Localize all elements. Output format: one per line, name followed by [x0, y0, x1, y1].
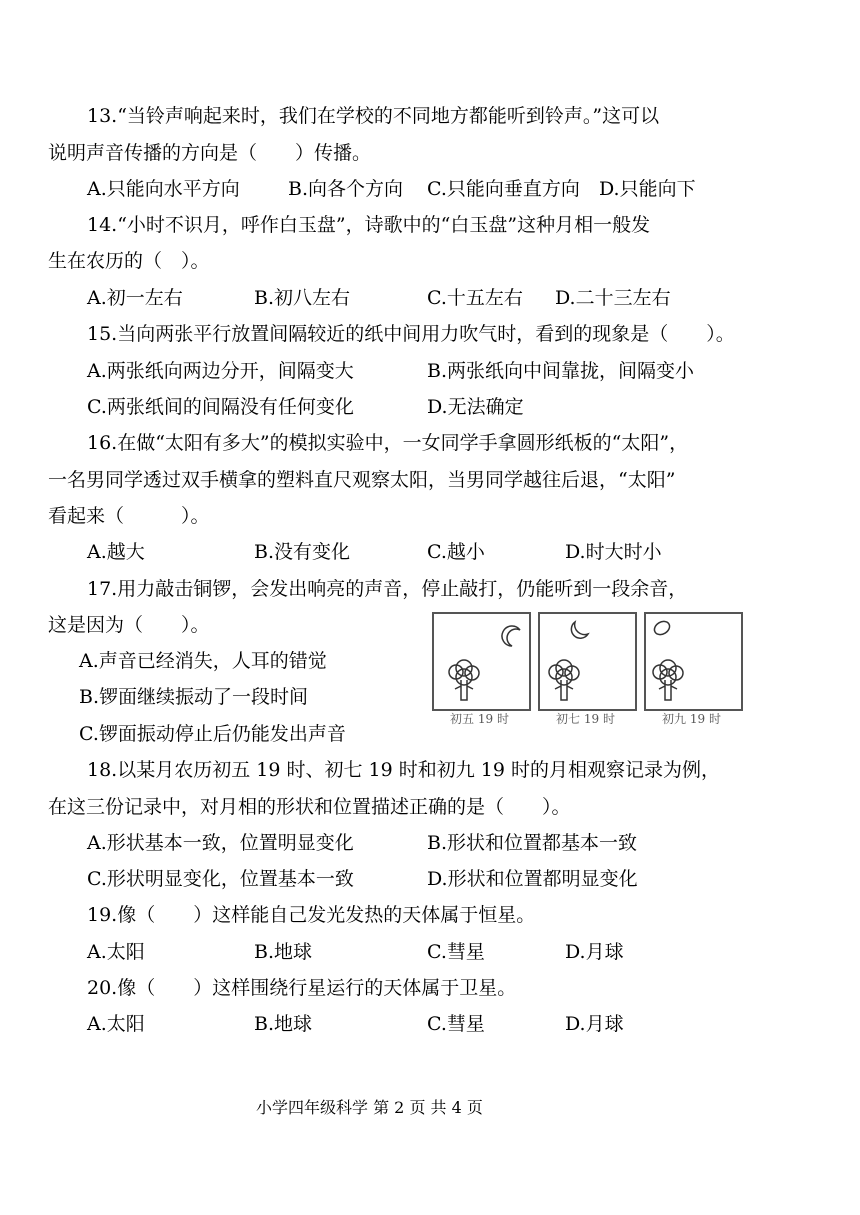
q15-option-b[interactable]: B.两张纸向中间靠拢，间隔变小 — [427, 360, 695, 382]
q17-stem-line1: 17.用力敲击铜锣，会发出响亮的声音，停止敲打，仍能听到一段余音， — [87, 578, 688, 600]
q16-stem-line2: 一名男同学透过双手横拿的塑料直尺观察太阳，当男同学越往后退，“太阳” — [48, 469, 676, 491]
q20-option-c[interactable]: C.彗星 — [427, 1013, 485, 1035]
q18-option-d[interactable]: D.形状和位置都明显变化 — [427, 868, 638, 890]
q16-option-d[interactable]: D.时大时小 — [565, 541, 662, 563]
page-footer: 小学四年级科学 第 2 页 共 4 页 — [256, 1098, 483, 1117]
q20-option-a[interactable]: A.太阳 — [87, 1013, 145, 1035]
q16-stem-line1: 16.在做“太阳有多大”的模拟实验中，一女同学手拿圆形纸板的“太阳”， — [87, 432, 689, 454]
q16-option-b[interactable]: B.没有变化 — [254, 541, 351, 563]
q13-option-c[interactable]: C.只能向垂直方向 — [427, 178, 580, 200]
q17-stem-line2: 这是因为（ ）。 — [48, 614, 210, 636]
q18-stem-line1: 18.以某月农历初五 19 时、初七 19 时和初九 19 时的月相观察记录为例， — [87, 759, 720, 781]
moon-label-day5: 初五 19 时 — [450, 712, 509, 726]
q13-option-b[interactable]: B.向各个方向 — [288, 178, 404, 200]
moon-panel-day9 — [644, 612, 743, 711]
q13-option-a[interactable]: A.只能向水平方向 — [87, 178, 240, 200]
q16-option-c[interactable]: C.越小 — [427, 541, 485, 563]
q18-option-c[interactable]: C.形状明显变化，位置基本一致 — [87, 868, 354, 890]
moon-panel-day7 — [538, 612, 637, 711]
q15-option-d[interactable]: D.无法确定 — [427, 396, 524, 418]
q17-option-c[interactable]: C.锣面振动停止后仍能发出声音 — [79, 723, 346, 745]
q14-option-d[interactable]: D.二十三左右 — [555, 287, 671, 309]
q15-stem-line1: 15.当向两张平行放置间隔较近的纸中间用力吹气时，看到的现象是（ ）。 — [87, 323, 735, 345]
q14-option-c[interactable]: C.十五左右 — [427, 287, 523, 309]
q15-option-c[interactable]: C.两张纸间的间隔没有任何变化 — [87, 396, 354, 418]
q14-option-a[interactable]: A.初一左右 — [87, 287, 183, 309]
moon-half-icon — [571, 622, 588, 638]
moon-label-day9: 初九 19 时 — [662, 712, 721, 726]
q19-option-a[interactable]: A.太阳 — [87, 941, 145, 963]
q14-stem-line1: 14.“小时不识月，呼作白玉盘”，诗歌中的“白玉盘”这种月相一般发 — [87, 214, 651, 236]
q15-option-a[interactable]: A.两张纸向两边分开，间隔变大 — [87, 360, 354, 382]
q20-option-b[interactable]: B.地球 — [254, 1013, 313, 1035]
q17-option-b[interactable]: B.锣面继续振动了一段时间 — [79, 686, 309, 708]
moon-phase-figure — [410, 612, 745, 730]
q19-option-b[interactable]: B.地球 — [254, 941, 313, 963]
moon-gibbous-icon — [652, 619, 672, 637]
q17-option-a[interactable]: A.声音已经消失，人耳的错觉 — [79, 650, 327, 672]
tree-icon — [549, 660, 579, 700]
q20-option-d[interactable]: D.月球 — [565, 1013, 624, 1035]
q18-option-a[interactable]: A.形状基本一致，位置明显变化 — [87, 832, 354, 854]
q13-stem-line2: 说明声音传播的方向是（ ）传播。 — [48, 142, 372, 164]
q18-option-b[interactable]: B.形状和位置都基本一致 — [427, 832, 638, 854]
q20-stem-line1: 20.像（ ）这样围绕行星运行的天体属于卫星。 — [87, 977, 517, 999]
q16-stem-line3: 看起来（ ）。 — [48, 505, 210, 527]
q13-stem-line1: 13.“当铃声响起来时，我们在学校的不同地方都能听到铃声。”这可以 — [87, 105, 660, 127]
q18-stem-line2: 在这三份记录中，对月相的形状和位置描述正确的是（ ）。 — [48, 796, 571, 818]
moon-label-day7: 初七 19 时 — [556, 712, 615, 726]
q19-option-d[interactable]: D.月球 — [565, 941, 624, 963]
q19-stem-line1: 19.像（ ）这样能自己发光发热的天体属于恒星。 — [87, 904, 536, 926]
q19-option-c[interactable]: C.彗星 — [427, 941, 485, 963]
q14-option-b[interactable]: B.初八左右 — [254, 287, 351, 309]
q14-stem-line2: 生在农历的（ ）。 — [48, 250, 210, 272]
tree-icon — [449, 660, 479, 700]
q16-option-a[interactable]: A.越大 — [87, 541, 145, 563]
tree-icon — [653, 660, 683, 700]
moon-crescent-icon — [502, 626, 520, 646]
moon-panel-day5 — [432, 612, 531, 711]
q13-option-d[interactable]: D.只能向下 — [599, 178, 696, 200]
